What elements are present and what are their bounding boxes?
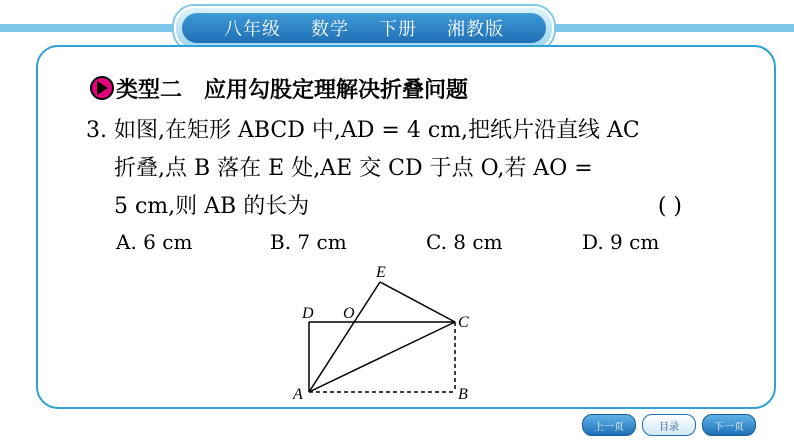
question-line-3-text: 5 cm,则 AB 的长为 — [114, 194, 310, 219]
header-volume: 下册 — [379, 19, 417, 40]
option-b[interactable]: B. 7 cm — [270, 230, 347, 254]
segment-ec — [380, 282, 455, 322]
page-navigation — [582, 414, 756, 436]
answer-bracket: ( ) — [657, 194, 682, 219]
label-e: E — [376, 264, 386, 281]
menu-button[interactable]: 目录 — [642, 414, 696, 436]
section-subtitle: 应用勾股定理解决折叠问题 — [204, 77, 469, 103]
option-c[interactable]: C. 8 cm — [426, 230, 503, 254]
question-line-1: 3. 如图,在矩形 ABCD 中,AD = 4 cm,把纸片沿直线 AC — [86, 118, 640, 143]
label-d: D — [302, 305, 314, 322]
label-b: B — [458, 386, 468, 403]
option-d[interactable]: D. 9 cm — [582, 230, 660, 254]
label-a: A — [293, 386, 303, 403]
next-page-button[interactable]: 下一页 — [702, 414, 756, 436]
header-subject: 数学 — [311, 19, 349, 40]
header-edition: 湘教版 — [447, 19, 504, 40]
question-line-2: 折叠,点 B 落在 E 处,AE 交 CD 于点 O,若 AO = — [114, 156, 593, 181]
header-grade: 八年级 — [224, 19, 281, 40]
prev-page-button[interactable]: 上一页 — [582, 414, 636, 436]
option-a[interactable]: A. 6 cm — [116, 230, 193, 254]
label-o: O — [343, 305, 355, 322]
section-type: 类型二 — [116, 77, 183, 103]
label-c: C — [458, 314, 469, 331]
